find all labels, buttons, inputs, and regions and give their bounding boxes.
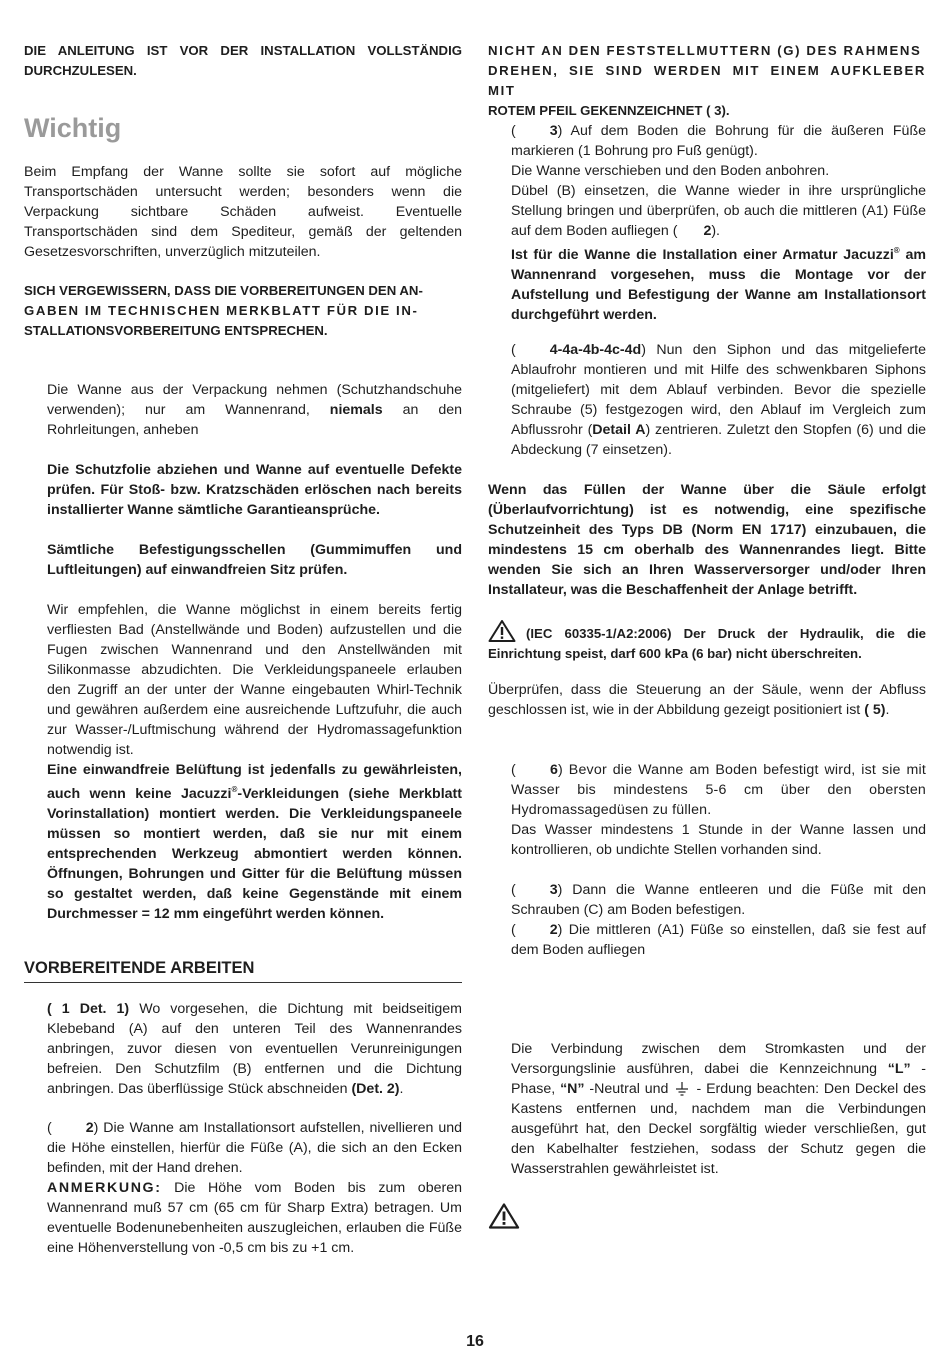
step-3-dowel-num: 2 [703, 223, 712, 239]
step-6-water: Das Wasser mindestens 1 Stunde in der Wanne lassen und kontrollieren, ob undichte Stellen vorhanden sind. [511, 822, 926, 858]
section-heading-preparatory-work: VORBEREITENDE ARBEITEN [24, 956, 462, 983]
control-check-paragraph: Überprüfen, dass die Steuerung an der Säule, wenn der Abfluss geschlossen ist, wie in der Abbildung gezeigt positioniert ist ( 5). [488, 682, 926, 718]
step-3-block [511, 121, 926, 325]
prep-step-2 [47, 1118, 462, 1178]
overflow-column-notice: Wenn das Füllen der Wanne über die Säule erfolgt (Überlaufvorrichtung) ist es notwendig, eine spezifische Schutzeinheit des Typs DB (Norm EN 1717) einzubauen, die mindestens 15 cm oberhalb des Wannenrandes liegt. Bitte wenden Sie sich an Ihren Wasserversorger und/oder Ihren Installateur, was die Beschaffenheit der Anlage betrifft. [488, 482, 926, 598]
siphon-paragraph: ( 4-4a-4b-4c-4d) Nun den Siphon und das mitgelieferte Ablaufrohr montieren und mit Hilfe des schwenkbaren Siphons (mitgeliefert) mit dem Ablauf verbinden. Bevor die spezielle Schraube (5) festgezogen wird, den Ablauf im Vergleich zum Abflussrohr (Detail A) zentrieren. Zuletzt den Stopfen (6) und die Abdeckung (7 einsetzen). [511, 342, 927, 458]
clamps-paragraph: Sämtliche Befestigungsschellen (Gummimuffen und Luftleitungen) auf einwandfreien Sitz prüfen. [47, 542, 462, 578]
step-3-num: 3 [549, 123, 558, 139]
recommendation-paragraph: Wir empfehlen, die Wanne möglichst in einem bereits fertig verfliesten Bad (Anstellwände und Boden) aufzustellen und die Fugen zwischen Wannenrand und den Anstellwänden mit Silikonmasse abzudichten. Die Verkleidungspaneele erlauben den Zugriff an der unter der Wanne eingebauten Whirl-Technik und gewähren außerdem eine ausreichende Luftzufuhr, die auch zur Wasser-/Luftmischung während der Hydromassagefunktion notwendig ist. [47, 602, 462, 758]
ventilation-paragraph [47, 760, 462, 924]
pressure-warning [488, 619, 926, 664]
page-title: Wichtig [24, 113, 122, 143]
intro-paragraph: Beim Empfang der Wanne sollte sie sofort auf mögliche Transportschäden untersucht werden; besonders wenn die Verpackung sichtbare Schäden aufweist. Eventuelle Transportschäden sind dem Spediteur, gemäß der geltenden Gesetzesvorschriften, unverzüglich mitzuteilen. [24, 164, 462, 260]
electrical-connection-paragraph: Die Verbindung zwischen dem Stromkasten und der Versorgungslinie ausführen, dabei die Kennzeichnung “L” -Phase, “N” -Neutral und - Erdung beachten: Den Deckel des Kastens entfernen und, nachdem man die Verbindungen ausgeführt hat, den Deckel sorgfältig wieder verschließen, gut den Kabelhalter festziehen, sodass der Schutz gegen die Wasserstrahlen gewährleistet ist. [511, 1041, 926, 1177]
note-text: Die Höhe vom Boden bis zum oberen Wannenrand muß 57 cm (65 cm für Sharp Extra) betragen. Um eventuelle Bodenunebenheiten auszugleichen, erlauben die Füße eine Höhenverstellung von -0,5 cm bis zu +1 cm. [47, 1180, 462, 1256]
unpack-emphasis: niemals [329, 402, 383, 418]
unpack-paragraph [47, 380, 462, 440]
step-3-dowel: Dübel (B) einsetzen, die Wanne wieder in ihre ursprüngliche Stellung bringen und überprüfen, ob auch die mittleren (A1) Füße auf dem Boden aufliegen ( 2). [511, 183, 926, 239]
phase-label: “L” [887, 1061, 911, 1077]
step-6-para: ( 6) Bevor die Wanne am Boden befestigt wird, ist sie mit Wasser bis mindestens 5-6 cm über den obersten Hydromassagedüsen zu füllen. [511, 762, 926, 818]
registered-mark: ® [231, 785, 238, 794]
prep-step-1: ( 1 Det. 1) Wo vorgesehen, die Dichtung mit beidseitigem Klebeband (A) auf den unteren Teil des Wannenrandes anbringen, zuvor diesen von eventuellen Verunreinigungen befreien. Den Schutzfilm (B) entfernen und die Dichtung anbringen. Das überflüssige Stück abschneiden (Det. 2). [47, 1001, 463, 1097]
control-ref: ( 5) [864, 702, 886, 718]
prep-step-2-paren: ( [47, 1120, 52, 1136]
caps-line-2: GABEN IM TECHNISCHEN MERKBLATT FÜR DIE IN- [24, 303, 419, 318]
neutral-label: “N” [560, 1081, 585, 1097]
prep-step-1-text: Wo vorgesehen, die Dichtung mit beidseitigem Klebeband (A) auf den unteren Teil des Wannenrandes anbringen, zuvor diesen von eventuellen Verunreinigungen befreien. Den Schutzfilm (B) entfernen und die Dichtung anbringen. Das überflüssige Stück abschneiden [47, 1001, 463, 1097]
siphon-detail: Detail A [592, 422, 646, 438]
step-2b: ( 2) Die mittleren (A1) Füße so einstellen, daß sie fest auf dem Boden aufliegen [511, 922, 926, 958]
ventilation-text-a: Eine einwandfreie Belüftung ist jedenfalls zu gewährleisten, auch wenn keine Jacuzzi [47, 762, 462, 802]
note-paragraph [47, 1178, 462, 1258]
caps-line-3: STALLATIONSVORBEREITUNG ENTSPRECHEN. [24, 323, 328, 338]
ground-symbol-icon [674, 1081, 690, 1097]
protective-foil-paragraph: Die Schutzfolie abziehen und Wanne auf eventuelle Defekte prüfen. Für Stoß- bzw. Kratzschäden erlöschen nach bereits installierter Wanne sämtliche Garantieansprüche. [47, 462, 462, 518]
step-3-text: ) Auf dem Boden die Bohrung für die äußeren Füße markieren (1 Bohrung pro Fuß genügt). [511, 123, 926, 159]
caps-line-1: SICH VERGEWISSERN, DASS DIE VORBEREITUNGEN DEN AN- [24, 283, 423, 298]
page-number: 16 [466, 1333, 484, 1350]
prep-step-2-num: 2 [85, 1120, 94, 1136]
step-6-num: 6 [549, 762, 559, 778]
nuts-line-1: NICHT AN DEN FESTSTELLMUTTERN (G) DES RAHMENS [488, 43, 922, 58]
unpack-text: Die Wanne aus der Verpackung nehmen (Schutzhandschuhe verwenden); nur am Wannenrand, [47, 382, 462, 418]
step-2b-num: 2 [549, 922, 558, 938]
prep-step-2-text: ) Die Wanne am Installationsort aufstellen, nivellieren und die Höhe einstellen, hierfür die Füße (A), die sich an den Ecken befinden, mit der Hand drehen. [47, 1120, 462, 1176]
step-3b: ( 3) Dann die Wanne entleeren und die Füße mit den Schrauben (C) am Boden befestigen. [511, 882, 926, 918]
siphon-ref: 4-4a-4b-4c-4d [549, 342, 642, 358]
prep-step-1-detail: (Det. 2) [351, 1081, 400, 1097]
step-3b-num: 3 [549, 882, 558, 898]
step-3-paren: ( [511, 123, 516, 139]
warning-triangle-icon [488, 619, 516, 643]
step-6-block [511, 760, 926, 860]
caps-notice-preparation [24, 281, 462, 341]
fix-feet-block [511, 880, 926, 960]
read-instructions-heading: DIE ANLEITUNG IST VOR DER INSTALLATION VOLLSTÄNDIG DURCHZULESEN. [24, 43, 462, 78]
pressure-warning-text: (IEC 60335-1/A2:2006) Der Druck der Hydraulik, die die Einrichtung speist, darf 600 kPa (6 bar) nicht überschreiten. [488, 626, 926, 661]
jacuzzi-fitting-note: Ist für die Wanne die Installation einer Armatur Jacuzzi® am Wannenrand vorgesehen, muss die Montage vor der Aufstellung und Befestigung der Wanne am Installationsort durchgeführt werden. [511, 246, 926, 323]
prep-step-1-ref: ( 1 Det. 1) [47, 1001, 130, 1017]
step-3-para [511, 121, 926, 161]
unpack-tail: an den Rohrleitungen, anheben [47, 402, 463, 438]
note-label: ANMERKUNG: [47, 1180, 162, 1196]
caps-notice-nuts [488, 41, 926, 121]
nuts-line-2: DREHEN, SIE SIND WERDEN MIT EINEM AUFKLEBER MIT [488, 63, 926, 98]
ventilation-text-b: -Verkleidungen (siehe Merkblatt Vorinstallation) montiert werden. Die Verkleidungspaneele müssen so montiert werden, daß sie nur mit einem entsprechenden Werkzeug abmontiert werden können. Öffnungen, Bohrungen und Gitter für die Belüftung müssen so gestaltet werden, daß keine Gegenstände mit einem Durchmesser = 12 mm eingeführt werden können. [47, 786, 462, 922]
nuts-line-3: ROTEM PFEIL GEKENNZEICHNET ( 3). [488, 103, 730, 118]
warning-triangle-icon [488, 1202, 520, 1230]
step-3-move: Die Wanne verschieben und den Boden anbohren. [511, 163, 830, 179]
